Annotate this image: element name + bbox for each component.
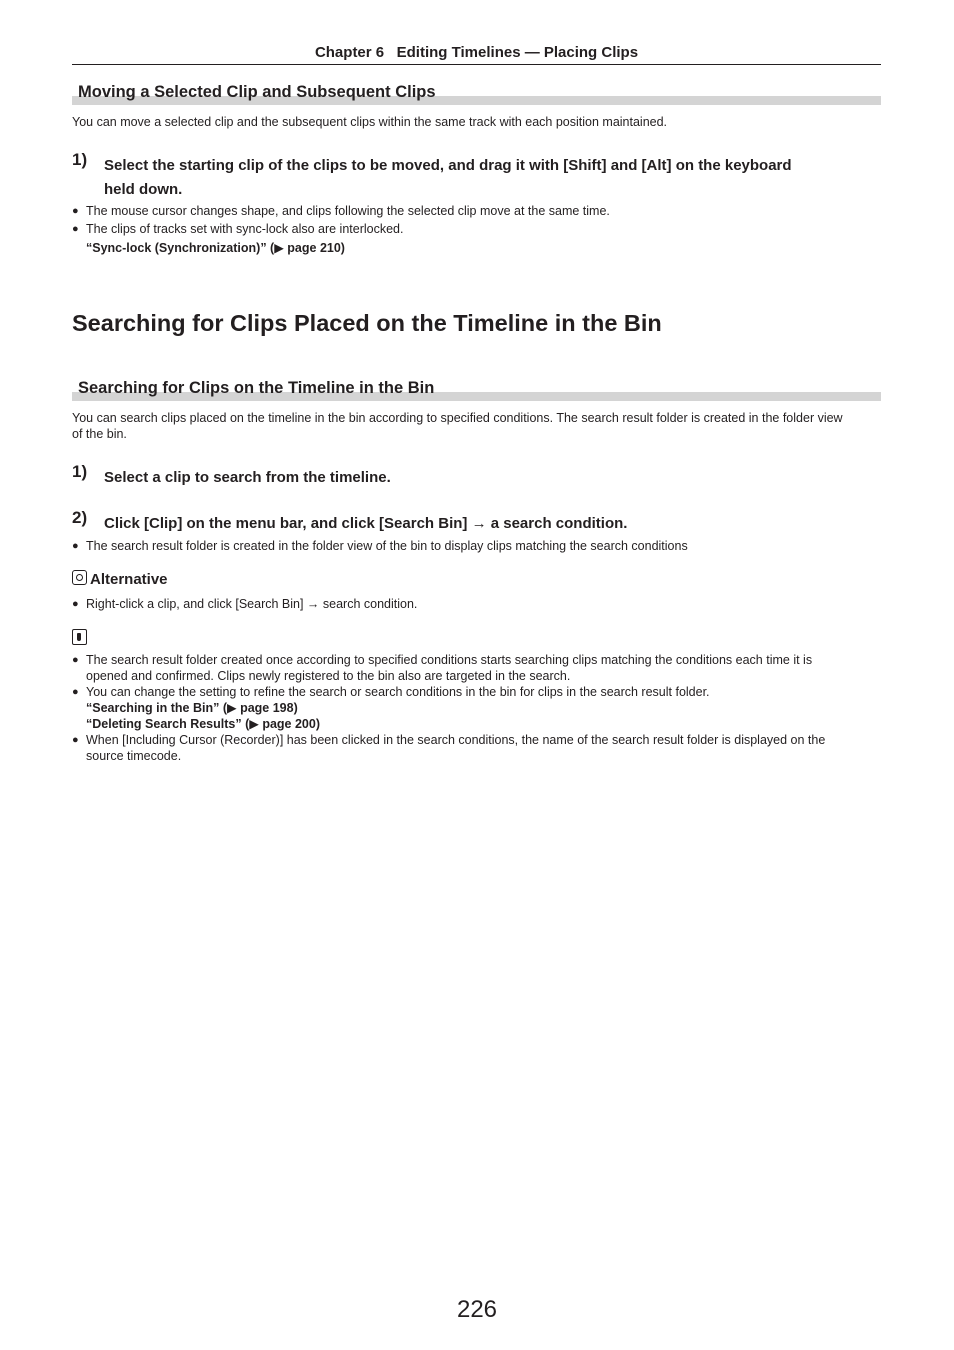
- bullet-text: You can change the setting to refine the search or search conditions in the bin for clips in the search result folder.: [86, 685, 710, 699]
- intro-line: You can search clips placed on the timeline in the bin according to specified conditions. The search result folder is created in the folder view: [72, 411, 843, 425]
- list-item: [72, 203, 881, 219]
- bullet-dot: ●: [72, 734, 79, 746]
- step-1: [72, 462, 881, 490]
- section-heading-text: Moving a Selected Clip and Subsequent Clips: [78, 83, 436, 101]
- note-icon: [72, 629, 87, 645]
- section-heading-searching-clips: [72, 379, 881, 398]
- step-1: [72, 150, 881, 202]
- step-number: 2): [72, 508, 88, 527]
- step-text-line1: Select the starting clip of the clips to be moved, and drag it with [Shift] and [Alt] on the keyboard: [104, 157, 792, 174]
- bullet-dot: ●: [72, 686, 79, 698]
- intro-line: of the bin.: [72, 427, 127, 441]
- bullet-text: opened and confirmed. Clips newly registered to the bin also are targeted in the search.: [86, 669, 571, 683]
- cross-reference-link[interactable]: “Sync-lock (Synchronization)” (▶ page 210): [86, 241, 345, 255]
- step-number: 1): [72, 462, 88, 481]
- section1-intro: You can move a selected clip and the subsequent clips within the same track with each position maintained.: [72, 115, 668, 129]
- section-heading-moving-clips: [72, 83, 881, 102]
- list-item: [72, 538, 881, 554]
- bullet-dot: ●: [72, 223, 79, 235]
- alternative-icon: [72, 570, 87, 585]
- list-item: [72, 596, 881, 612]
- alternative-heading: [72, 570, 168, 588]
- cross-reference-link[interactable]: “Deleting Search Results” (▶ page 200): [86, 717, 320, 731]
- alternative-label: Alternative: [90, 571, 168, 588]
- page-title: Searching for Clips Placed on the Timeline in the Bin: [72, 310, 662, 336]
- bullet-dot: ●: [72, 540, 79, 552]
- bullet-dot: ●: [72, 205, 79, 217]
- bullet-dot: ●: [72, 598, 79, 610]
- bullet-text: When [Including Cursor (Recorder)] has been clicked in the search conditions, the name of the search result folder is displayed on the: [86, 733, 826, 747]
- step-text: Select a clip to search from the timeline.: [104, 469, 391, 486]
- bullet-text: The search result folder is created in the folder view of the bin to display clips matching the search conditions: [86, 539, 688, 553]
- page-number: 226: [456, 1296, 498, 1323]
- bullet-text: Right-click a clip, and click [Search Bin] → search condition.: [86, 597, 418, 611]
- list-item: [72, 221, 881, 237]
- list-item: [72, 652, 881, 684]
- running-head: Chapter 6 Editing Timelines — Placing Clips: [314, 44, 639, 61]
- bullet-text: source timecode.: [86, 749, 182, 763]
- step-text-line2: held down.: [104, 181, 183, 198]
- step-2: [72, 508, 881, 536]
- list-item: [72, 732, 881, 764]
- section-heading-text: Searching for Clips on the Timeline in the Bin: [78, 379, 435, 397]
- list-item: [72, 684, 881, 700]
- header-rule: [72, 64, 881, 65]
- bullet-text: The search result folder created once according to specified conditions starts searching clips matching the conditions each time it is: [86, 653, 813, 667]
- step-number: 1): [72, 150, 88, 169]
- section2-intro: [72, 410, 881, 442]
- bullet-text: The mouse cursor changes shape, and clips following the selected clip move at the same time.: [86, 204, 610, 218]
- bullet-dot: ●: [72, 654, 79, 666]
- cross-reference-link[interactable]: “Searching in the Bin” (▶ page 198): [86, 701, 298, 715]
- step-text: Click [Clip] on the menu bar, and click [Search Bin] → a search condition.: [104, 515, 628, 532]
- bullet-text: The clips of tracks set with sync-lock also are interlocked.: [86, 222, 404, 236]
